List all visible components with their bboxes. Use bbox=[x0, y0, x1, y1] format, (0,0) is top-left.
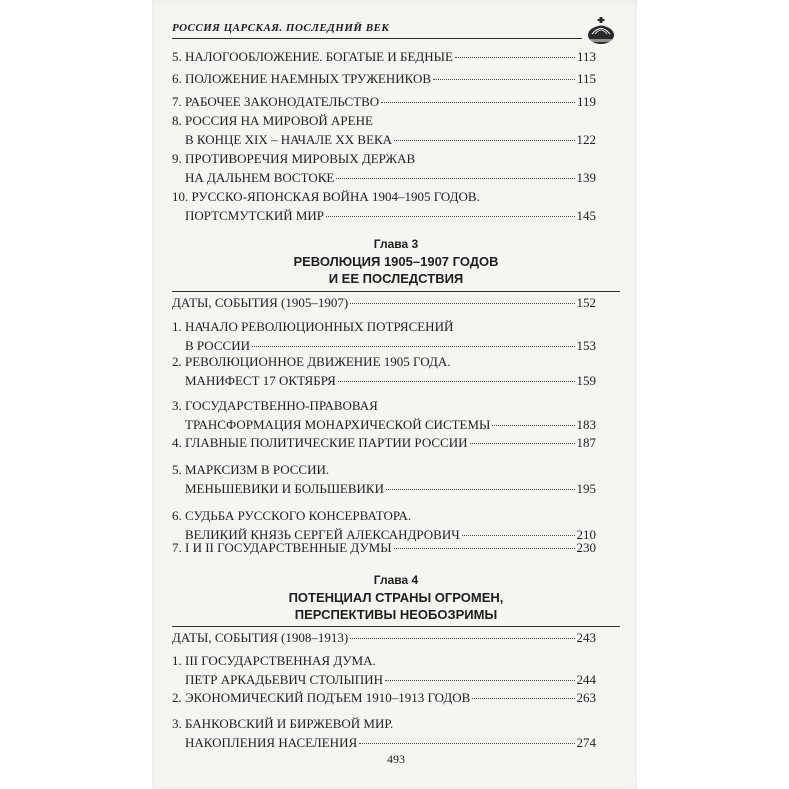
toc-page-number: 122 bbox=[576, 132, 596, 147]
header-rule bbox=[172, 38, 582, 39]
toc-entry-text: 10. РУССКО-ЯПОНСКАЯ ВОЙНА 1904–1905 ГОДОВ. bbox=[172, 189, 480, 204]
toc-page-number: 115 bbox=[576, 71, 596, 86]
toc-page-number: 274 bbox=[576, 735, 596, 750]
dot-leader bbox=[385, 680, 575, 681]
dot-leader bbox=[462, 535, 575, 536]
toc-entry-text: ПЕТР АРКАДЬЕВИЧ СТОЛЫПИН bbox=[185, 672, 383, 687]
toc-entry-text: НА ДАЛЬНЕМ ВОСТОКЕ bbox=[185, 170, 335, 185]
dot-leader bbox=[350, 638, 574, 639]
toc-entry-line bbox=[172, 688, 596, 707]
toc-entry-text: 5. НАЛОГООБЛОЖЕНИЕ. БОГАТЫЕ И БЕДНЫЕ bbox=[172, 49, 453, 64]
chapter-title-line2: ПЕРСПЕКТИВЫ НЕОБОЗРИМЫ bbox=[294, 607, 498, 622]
dot-leader bbox=[336, 178, 574, 179]
chapter-3-separator bbox=[172, 291, 620, 292]
toc-entry bbox=[172, 714, 596, 752]
toc-page-number: 187 bbox=[576, 435, 596, 450]
chapter-title-line2: И ЕЕ ПОСЛЕДСТВИЯ bbox=[328, 271, 464, 286]
toc-entry bbox=[172, 688, 596, 707]
toc-entry-text: 3. ГОСУДАРСТВЕННО-ПРАВОВАЯ bbox=[172, 398, 378, 413]
toc-entry-text: 9. ПРОТИВОРЕЧИЯ МИРОВЫХ ДЕРЖАВ bbox=[172, 151, 416, 166]
toc-entry-line bbox=[172, 92, 596, 111]
toc-page-number: 183 bbox=[576, 417, 596, 432]
chapter-label: Глава 3 bbox=[373, 237, 419, 251]
toc-entry-text: МЕНЬШЕВИКИ И БОЛЬШЕВИКИ bbox=[185, 481, 384, 496]
toc-page-number: 195 bbox=[576, 481, 596, 496]
toc-entry-text: ПОРТСМУТСКИЙ МИР bbox=[185, 208, 325, 223]
dot-leader bbox=[326, 216, 574, 217]
toc-entry-line bbox=[172, 317, 596, 336]
toc-entry-line bbox=[172, 538, 596, 557]
toc-page-number: 153 bbox=[576, 338, 596, 353]
toc-entry-line bbox=[172, 47, 596, 66]
toc-entry bbox=[172, 317, 596, 355]
toc-entry-text: 7. РАБОЧЕЕ ЗАКОНОДАТЕЛЬСТВО bbox=[172, 94, 380, 109]
toc-entry-line bbox=[172, 651, 596, 670]
dot-leader bbox=[252, 346, 575, 347]
toc-entry-text: В РОССИИ bbox=[185, 338, 250, 353]
toc-entry bbox=[172, 460, 596, 498]
toc-entry bbox=[172, 149, 596, 187]
dot-leader bbox=[381, 102, 575, 103]
dot-leader bbox=[359, 743, 574, 744]
toc-entry bbox=[172, 538, 596, 557]
toc-page-number: 139 bbox=[576, 170, 596, 185]
toc-page-number: 243 bbox=[576, 630, 596, 645]
toc-page-number: 244 bbox=[576, 672, 596, 687]
toc-entry bbox=[172, 293, 596, 312]
toc-entry-text: 2. РЕВОЛЮЦИОННОЕ ДВИЖЕНИЕ 1905 ГОДА. bbox=[172, 354, 451, 369]
toc-entry-line bbox=[172, 293, 596, 312]
dot-leader bbox=[386, 489, 575, 490]
toc-page-number: 113 bbox=[576, 49, 596, 64]
chapter-4-separator bbox=[172, 626, 620, 627]
toc-entry-line bbox=[172, 187, 596, 206]
toc-entry-text: 4. ГЛАВНЫЕ ПОЛИТИЧЕСКИЕ ПАРТИИ РОССИИ bbox=[172, 435, 468, 450]
dot-leader bbox=[470, 443, 575, 444]
dot-leader bbox=[350, 303, 574, 304]
toc-entry bbox=[172, 433, 596, 452]
toc-entry bbox=[172, 628, 596, 647]
toc-entry-line bbox=[172, 628, 596, 647]
toc-entry-line bbox=[172, 479, 596, 498]
toc-entry bbox=[172, 47, 596, 66]
toc-entry bbox=[172, 92, 596, 111]
toc-entry-line bbox=[172, 352, 596, 371]
chapter-4-heading bbox=[172, 572, 620, 623]
toc-entry-text: ДАТЫ, СОБЫТИЯ (1908–1913) bbox=[172, 630, 349, 645]
toc-entry-line bbox=[172, 371, 596, 390]
toc-entry-line bbox=[172, 206, 596, 225]
toc-entry-text: МАНИФЕСТ 17 ОКТЯБРЯ bbox=[185, 373, 336, 388]
toc-entry-text: НАКОПЛЕНИЯ НАСЕЛЕНИЯ bbox=[185, 735, 358, 750]
toc-entry-line bbox=[172, 149, 596, 168]
dot-leader bbox=[433, 79, 575, 80]
toc-entry-line bbox=[172, 415, 596, 434]
toc-entry-text: 1. III ГОСУДАРСТВЕННАЯ ДУМА. bbox=[172, 653, 376, 668]
toc-entry-line bbox=[172, 396, 596, 415]
toc-entry-text: 5. МАРКСИЗМ В РОССИИ. bbox=[172, 462, 330, 477]
toc-entry-line bbox=[172, 506, 596, 525]
toc-entry-text: 3. БАНКОВСКИЙ И БИРЖЕВОЙ МИР. bbox=[172, 716, 394, 731]
toc-entry-line bbox=[172, 714, 596, 733]
toc-entry-line bbox=[172, 433, 596, 452]
toc-entry bbox=[172, 69, 596, 88]
chapter-label: Глава 4 bbox=[373, 573, 419, 587]
toc-entry bbox=[172, 352, 596, 390]
toc-page-number: 119 bbox=[576, 94, 596, 109]
toc-entry-line bbox=[172, 733, 596, 752]
toc-entry-text: 8. РОССИЯ НА МИРОВОЙ АРЕНЕ bbox=[172, 113, 373, 128]
toc-entry-text: ДАТЫ, СОБЫТИЯ (1905–1907) bbox=[172, 295, 349, 310]
toc-page-number: 230 bbox=[576, 540, 596, 555]
toc-entry-text: 6. СУДЬБА РУССКОГО КОНСЕРВАТОРА. bbox=[172, 508, 412, 523]
toc-entry bbox=[172, 396, 596, 434]
toc-entry-line bbox=[172, 69, 596, 88]
dot-leader bbox=[394, 140, 574, 141]
toc-entry-line bbox=[172, 670, 596, 689]
toc-entry bbox=[172, 111, 596, 149]
crown-emblem-icon bbox=[584, 15, 618, 49]
header-title: РОССИЯ ЦАРСКАЯ. ПОСЛЕДНИЙ ВЕК bbox=[172, 22, 390, 34]
toc-entry-text: ТРАНСФОРМАЦИЯ МОНАРХИЧЕСКОЙ СИСТЕМЫ bbox=[185, 417, 491, 432]
toc-page-number: 145 bbox=[576, 208, 596, 223]
toc-entry bbox=[172, 651, 596, 689]
toc-entry-line bbox=[172, 168, 596, 187]
toc-page-number: 210 bbox=[576, 527, 596, 542]
toc-entry-line bbox=[172, 460, 596, 479]
page-number: 493 bbox=[387, 752, 405, 766]
toc-entry-text: 2. ЭКОНОМИЧЕСКИЙ ПОДЪЕМ 1910–1913 ГОДОВ bbox=[172, 690, 471, 705]
toc-entry-text: 6. ПОЛОЖЕНИЕ НАЕМНЫХ ТРУЖЕНИКОВ bbox=[172, 71, 432, 86]
toc-entry-text: 7. I И II ГОСУДАРСТВЕННЫЕ ДУМЫ bbox=[172, 540, 392, 555]
toc-entry bbox=[172, 187, 596, 225]
dot-leader bbox=[472, 698, 574, 699]
dot-leader bbox=[455, 57, 575, 58]
toc-page-number: 152 bbox=[576, 295, 596, 310]
toc-entry-line bbox=[172, 111, 596, 130]
toc-entry-text: В КОНЦЕ XIX – НАЧАЛЕ XX ВЕКА bbox=[185, 132, 393, 147]
chapter-3-heading bbox=[172, 236, 620, 287]
toc-entry-text: 1. НАЧАЛО РЕВОЛЮЦИОННЫХ ПОТРЯСЕНИЙ bbox=[172, 319, 454, 334]
chapter-title-line1: ПОТЕНЦИАЛ СТРАНЫ ОГРОМЕН, bbox=[288, 590, 504, 605]
dot-leader bbox=[394, 548, 575, 549]
toc-page-number: 159 bbox=[576, 373, 596, 388]
chapter-title-line1: РЕВОЛЮЦИЯ 1905–1907 ГОДОВ bbox=[293, 254, 499, 269]
toc-page-number: 263 bbox=[576, 690, 596, 705]
dot-leader bbox=[338, 381, 575, 382]
toc-entry-text: ВЕЛИКИЙ КНЯЗЬ СЕРГЕЙ АЛЕКСАНДРОВИЧ bbox=[185, 527, 460, 542]
dot-leader bbox=[492, 425, 574, 426]
toc-entry-line bbox=[172, 130, 596, 149]
